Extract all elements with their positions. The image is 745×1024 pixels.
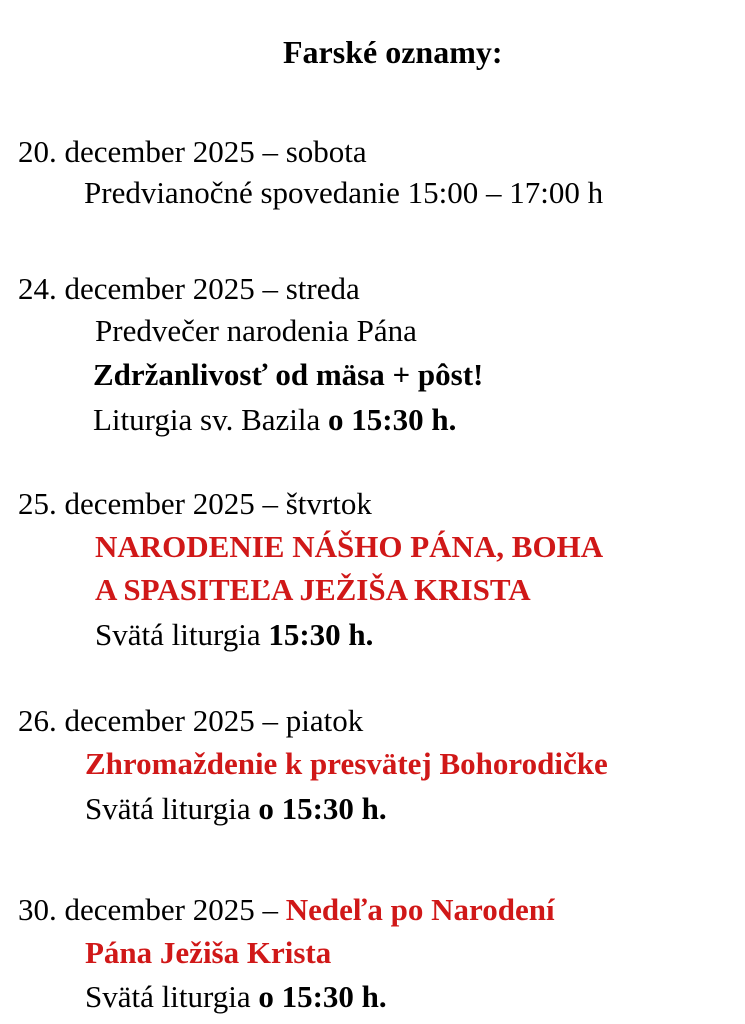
event-date-4: 26. december 2025 – piatok <box>18 703 364 738</box>
event-3-line-2: A SPASITEĽA JEŽIŠA KRISTA <box>95 572 531 607</box>
event-3-line-1: NARODENIE NÁŠHO PÁNA, BOHA <box>95 529 604 564</box>
event-4-line-1: Zhromaždenie k presvätej Bohorodičke <box>85 746 608 781</box>
event-5-line-2-text: Svätá liturgia <box>85 979 259 1014</box>
event-3-line-3-text: Svätá liturgia <box>95 617 269 652</box>
event-2-line-3 <box>93 404 456 435</box>
event-2-line-1: Predvečer narodenia Pána <box>95 313 417 348</box>
event-4-line-2 <box>85 793 387 824</box>
page-title: Farské oznamy: <box>283 34 503 70</box>
event-date-2: 24. december 2025 – streda <box>18 271 360 306</box>
event-5-line-2 <box>85 981 387 1012</box>
event-1-line-1: Predvianočné spovedanie 15:00 – 17:00 h <box>84 175 604 210</box>
event-date-3: 25. december 2025 – štvrtok <box>18 486 372 521</box>
event-date-5-highlight: Nedeľa po Narodení <box>285 892 555 927</box>
event-2-line-2: Zdržanlivosť od mäsa + pôst! <box>93 357 484 392</box>
event-date-1: 20. december 2025 – sobota <box>18 134 367 169</box>
event-3-line-3 <box>95 619 373 650</box>
event-4-line-2-time: o 15:30 h. <box>258 791 387 826</box>
event-2-line-3-time: o 15:30 h. <box>328 402 457 437</box>
event-2-line-3-text: Liturgia sv. Bazila <box>93 402 329 437</box>
event-3-line-3-time: 15:30 h. <box>268 617 374 652</box>
event-4-line-2-text: Svätá liturgia <box>85 791 259 826</box>
event-5-line-2-time: o 15:30 h. <box>258 979 387 1014</box>
event-5-line-1: Pána Ježiša Krista <box>85 935 332 970</box>
event-date-5 <box>18 894 555 925</box>
event-date-5-text: 30. december 2025 – <box>18 892 286 927</box>
